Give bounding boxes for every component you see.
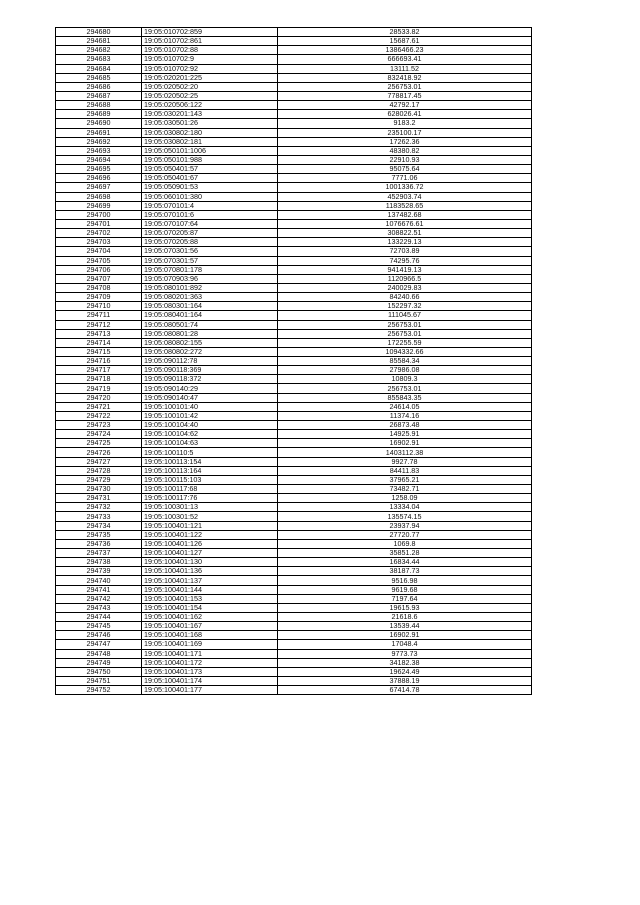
table-row [56,302,532,311]
cadastral-number-cell: 19:05:100401:144 [142,585,278,594]
row-number-cell: 294740 [56,576,142,585]
value-cell: 9773.73 [278,649,532,658]
value-cell: 133229.13 [278,238,532,247]
cadastral-number-cell: 19:05:010702:861 [142,37,278,46]
value-cell: 13111.52 [278,64,532,73]
table-row [56,320,532,329]
value-cell: 308822.51 [278,229,532,238]
value-cell: 13334.04 [278,503,532,512]
cadastral-number-cell: 19:05:050901:53 [142,183,278,192]
cadastral-number-cell: 19:05:070205:87 [142,229,278,238]
table-body [56,28,532,695]
table-row [56,475,532,484]
row-number-cell: 294689 [56,110,142,119]
value-cell: 84240.66 [278,293,532,302]
cadastral-number-cell: 19:05:100301:13 [142,503,278,512]
value-cell: 23937.94 [278,521,532,530]
table-row [56,649,532,658]
value-cell: 1069.8 [278,539,532,548]
table-row [56,347,532,356]
row-number-cell: 294684 [56,64,142,73]
table-row [56,28,532,37]
table-row [56,686,532,695]
value-cell: 42792.17 [278,101,532,110]
cadastral-number-cell: 19:05:050101:1006 [142,146,278,155]
table-row [56,46,532,55]
cadastral-number-cell: 19:05:090140:47 [142,393,278,402]
cadastral-number-cell: 19:05:100101:40 [142,402,278,411]
row-number-cell: 294681 [56,37,142,46]
value-cell: 72703.89 [278,247,532,256]
row-number-cell: 294712 [56,320,142,329]
cadastral-number-cell: 19:05:080301:164 [142,302,278,311]
cadastral-number-cell: 19:05:100101:42 [142,411,278,420]
row-number-cell: 294704 [56,247,142,256]
table-row [56,165,532,174]
row-number-cell: 294711 [56,311,142,320]
row-number-cell: 294752 [56,686,142,695]
cadastral-value-table [55,27,532,695]
table-row [56,91,532,100]
cadastral-number-cell: 19:05:100401:121 [142,521,278,530]
table-row [56,530,532,539]
row-number-cell: 294707 [56,274,142,283]
cadastral-number-cell: 19:05:100401:168 [142,631,278,640]
row-number-cell: 294733 [56,512,142,521]
cadastral-number-cell: 19:05:020201:225 [142,73,278,82]
value-cell: 7197.64 [278,594,532,603]
row-number-cell: 294709 [56,293,142,302]
row-number-cell: 294750 [56,667,142,676]
table-row [56,101,532,110]
cadastral-number-cell: 19:05:080501:74 [142,320,278,329]
table-row [56,137,532,146]
table-row [56,256,532,265]
value-cell: 1094332.66 [278,347,532,356]
row-number-cell: 294695 [56,165,142,174]
value-cell: 19624.49 [278,667,532,676]
cadastral-number-cell: 19:05:010702:9 [142,55,278,64]
value-cell: 15687.61 [278,37,532,46]
value-cell: 256753.01 [278,384,532,393]
cadastral-number-cell: 19:05:010702:859 [142,28,278,37]
row-number-cell: 294748 [56,649,142,658]
cadastral-number-cell: 19:05:070301:56 [142,247,278,256]
table-row [56,457,532,466]
cadastral-number-cell: 19:05:090112:78 [142,357,278,366]
cadastral-number-cell: 19:05:030802:181 [142,137,278,146]
cadastral-number-cell: 19:05:100401:172 [142,658,278,667]
cadastral-number-cell: 19:05:030802:180 [142,128,278,137]
value-cell: 1120966.5 [278,274,532,283]
value-cell: 9927.78 [278,457,532,466]
value-cell: 38187.73 [278,567,532,576]
row-number-cell: 294729 [56,475,142,484]
table-row [56,366,532,375]
value-cell: 1386466.23 [278,46,532,55]
cadastral-number-cell: 19:05:070107:64 [142,219,278,228]
value-cell: 9183.2 [278,119,532,128]
cadastral-number-cell: 19:05:100401:162 [142,613,278,622]
table-row [56,466,532,475]
table-row [56,494,532,503]
table-row [56,676,532,685]
cadastral-number-cell: 19:05:050101:988 [142,155,278,164]
cadastral-number-cell: 19:05:100401:126 [142,539,278,548]
table-row [56,549,532,558]
table-row [56,640,532,649]
value-cell: 137482.68 [278,210,532,219]
row-number-cell: 294692 [56,137,142,146]
row-number-cell: 294719 [56,384,142,393]
cadastral-number-cell: 19:05:020502:20 [142,82,278,91]
table-row [56,411,532,420]
row-number-cell: 294713 [56,329,142,338]
value-cell: 19615.93 [278,603,532,612]
cadastral-number-cell: 19:05:100113:154 [142,457,278,466]
value-cell: 21618.6 [278,613,532,622]
row-number-cell: 294698 [56,192,142,201]
table-row [56,201,532,210]
table-row [56,585,532,594]
cadastral-number-cell: 19:05:010702:92 [142,64,278,73]
cadastral-number-cell: 19:05:100401:127 [142,549,278,558]
table-row [56,503,532,512]
table-row [56,439,532,448]
row-number-cell: 294705 [56,256,142,265]
value-cell: 34182.38 [278,658,532,667]
row-number-cell: 294706 [56,265,142,274]
row-number-cell: 294751 [56,676,142,685]
value-cell: 1183528.65 [278,201,532,210]
cadastral-number-cell: 19:05:100301:52 [142,512,278,521]
row-number-cell: 294688 [56,101,142,110]
table-row [56,219,532,228]
row-number-cell: 294730 [56,485,142,494]
value-cell: 452903.74 [278,192,532,201]
value-cell: 9516.98 [278,576,532,585]
value-cell: 67414.78 [278,686,532,695]
table-row [56,265,532,274]
table-row [56,603,532,612]
table-row [56,82,532,91]
table-row [56,37,532,46]
table-row [56,622,532,631]
table-row [56,485,532,494]
value-cell: 256753.01 [278,82,532,91]
table-row [56,594,532,603]
table-row [56,128,532,137]
table-row [56,375,532,384]
table-row [56,229,532,238]
table-row [56,448,532,457]
value-cell: 256753.01 [278,329,532,338]
cadastral-number-cell: 19:05:070101:6 [142,210,278,219]
value-cell: 85584.34 [278,357,532,366]
cadastral-number-cell: 19:05:100401:137 [142,576,278,585]
table-row [56,174,532,183]
cadastral-number-cell: 19:05:020502:25 [142,91,278,100]
row-number-cell: 294702 [56,229,142,238]
cadastral-number-cell: 19:05:100104:62 [142,430,278,439]
cadastral-number-cell: 19:05:070205:88 [142,238,278,247]
value-cell: 73482.71 [278,485,532,494]
row-number-cell: 294724 [56,430,142,439]
row-number-cell: 294731 [56,494,142,503]
value-cell: 152297.32 [278,302,532,311]
value-cell: 27986.08 [278,366,532,375]
row-number-cell: 294682 [56,46,142,55]
table-row [56,393,532,402]
table-row [56,421,532,430]
row-number-cell: 294738 [56,558,142,567]
row-number-cell: 294696 [56,174,142,183]
value-cell: 135574.15 [278,512,532,521]
cadastral-number-cell: 19:05:100401:122 [142,530,278,539]
cadastral-number-cell: 19:05:080201:363 [142,293,278,302]
table-row [56,357,532,366]
value-cell: 235100.17 [278,128,532,137]
cadastral-number-cell: 19:05:050401:57 [142,165,278,174]
row-number-cell: 294701 [56,219,142,228]
value-cell: 256753.01 [278,320,532,329]
row-number-cell: 294746 [56,631,142,640]
cadastral-number-cell: 19:05:100104:40 [142,421,278,430]
row-number-cell: 294723 [56,421,142,430]
cadastral-number-cell: 19:05:080802:272 [142,347,278,356]
table-row [56,293,532,302]
value-cell: 17048.4 [278,640,532,649]
table-row [56,567,532,576]
table-row [56,64,532,73]
row-number-cell: 294710 [56,302,142,311]
value-cell: 84411.83 [278,466,532,475]
table-row [56,539,532,548]
cadastral-number-cell: 19:05:060101:380 [142,192,278,201]
row-number-cell: 294736 [56,539,142,548]
value-cell: 16834.44 [278,558,532,567]
table-row [56,329,532,338]
cadastral-number-cell: 19:05:100115:103 [142,475,278,484]
row-number-cell: 294716 [56,357,142,366]
table-row [56,667,532,676]
cadastral-number-cell: 19:05:100401:167 [142,622,278,631]
value-cell: 26873.48 [278,421,532,430]
table-row [56,210,532,219]
row-number-cell: 294734 [56,521,142,530]
cadastral-number-cell: 19:05:080802:155 [142,338,278,347]
row-number-cell: 294741 [56,585,142,594]
cadastral-number-cell: 19:05:100401:173 [142,667,278,676]
cadastral-number-cell: 19:05:080101:892 [142,283,278,292]
table-row [56,576,532,585]
cadastral-number-cell: 19:05:070903:96 [142,274,278,283]
row-number-cell: 294687 [56,91,142,100]
value-cell: 1076676.61 [278,219,532,228]
table-row [56,155,532,164]
value-cell: 13539.44 [278,622,532,631]
row-number-cell: 294685 [56,73,142,82]
cadastral-number-cell: 19:05:050401:67 [142,174,278,183]
value-cell: 16902.91 [278,439,532,448]
row-number-cell: 294697 [56,183,142,192]
value-cell: 172255.59 [278,338,532,347]
value-cell: 1258.09 [278,494,532,503]
row-number-cell: 294728 [56,466,142,475]
value-cell: 10809.3 [278,375,532,384]
row-number-cell: 294693 [56,146,142,155]
row-number-cell: 294722 [56,411,142,420]
table-row [56,430,532,439]
value-cell: 855843.35 [278,393,532,402]
row-number-cell: 294744 [56,613,142,622]
table-row [56,283,532,292]
value-cell: 9619.68 [278,585,532,594]
cadastral-number-cell: 19:05:090140:29 [142,384,278,393]
cadastral-number-cell: 19:05:070801:178 [142,265,278,274]
cadastral-number-cell: 19:05:100113:164 [142,466,278,475]
value-cell: 37888.19 [278,676,532,685]
table-row [56,146,532,155]
row-number-cell: 294718 [56,375,142,384]
cadastral-number-cell: 19:05:100110:5 [142,448,278,457]
value-cell: 48380.82 [278,146,532,155]
cadastral-number-cell: 19:05:100401:177 [142,686,278,695]
row-number-cell: 294725 [56,439,142,448]
row-number-cell: 294749 [56,658,142,667]
value-cell: 27720.77 [278,530,532,539]
cadastral-number-cell: 19:05:100401:171 [142,649,278,658]
row-number-cell: 294699 [56,201,142,210]
cadastral-number-cell: 19:05:100401:174 [142,676,278,685]
table-row [56,512,532,521]
value-cell: 11374.16 [278,411,532,420]
table-row [56,338,532,347]
row-number-cell: 294714 [56,338,142,347]
row-number-cell: 294700 [56,210,142,219]
row-number-cell: 294715 [56,347,142,356]
cadastral-number-cell: 19:05:100104:63 [142,439,278,448]
table-row [56,274,532,283]
row-number-cell: 294720 [56,393,142,402]
value-cell: 1403112.38 [278,448,532,457]
table-row [56,192,532,201]
row-number-cell: 294727 [56,457,142,466]
value-cell: 14925.91 [278,430,532,439]
value-cell: 240029.83 [278,283,532,292]
cadastral-number-cell: 19:05:100401:153 [142,594,278,603]
row-number-cell: 294683 [56,55,142,64]
value-cell: 7771.06 [278,174,532,183]
value-cell: 28533.82 [278,28,532,37]
row-number-cell: 294747 [56,640,142,649]
value-cell: 95075.64 [278,165,532,174]
row-number-cell: 294745 [56,622,142,631]
table-row [56,521,532,530]
cadastral-number-cell: 19:05:090118:372 [142,375,278,384]
cadastral-number-cell: 19:05:070101:4 [142,201,278,210]
row-number-cell: 294694 [56,155,142,164]
row-number-cell: 294721 [56,402,142,411]
table-row [56,613,532,622]
value-cell: 666693.41 [278,55,532,64]
table-row [56,658,532,667]
value-cell: 37965.21 [278,475,532,484]
row-number-cell: 294703 [56,238,142,247]
cadastral-number-cell: 19:05:090118:369 [142,366,278,375]
value-cell: 22910.93 [278,155,532,164]
cadastral-number-cell: 19:05:100401:169 [142,640,278,649]
table-row [56,238,532,247]
row-number-cell: 294726 [56,448,142,457]
cadastral-number-cell: 19:05:100117:76 [142,494,278,503]
row-number-cell: 294732 [56,503,142,512]
value-cell: 111045.67 [278,311,532,320]
cadastral-number-cell: 19:05:100117:68 [142,485,278,494]
value-cell: 832418.92 [278,73,532,82]
value-cell: 778817.45 [278,91,532,100]
row-number-cell: 294742 [56,594,142,603]
table-row [56,55,532,64]
cadastral-number-cell: 19:05:100401:136 [142,567,278,576]
row-number-cell: 294686 [56,82,142,91]
cadastral-number-cell: 19:05:030201:143 [142,110,278,119]
cadastral-number-cell: 19:05:080801:28 [142,329,278,338]
table-row [56,119,532,128]
table-row [56,247,532,256]
row-number-cell: 294708 [56,283,142,292]
value-cell: 16902.91 [278,631,532,640]
value-cell: 74295.76 [278,256,532,265]
value-cell: 17262.36 [278,137,532,146]
value-cell: 941419.13 [278,265,532,274]
row-number-cell: 294735 [56,530,142,539]
value-cell: 35851.28 [278,549,532,558]
row-number-cell: 294743 [56,603,142,612]
value-cell: 24614.05 [278,402,532,411]
cadastral-number-cell: 19:05:070301:57 [142,256,278,265]
row-number-cell: 294680 [56,28,142,37]
value-cell: 1001336.72 [278,183,532,192]
table-row [56,110,532,119]
row-number-cell: 294690 [56,119,142,128]
row-number-cell: 294717 [56,366,142,375]
table-row [56,183,532,192]
table-row [56,558,532,567]
row-number-cell: 294737 [56,549,142,558]
cadastral-number-cell: 19:05:080401:164 [142,311,278,320]
cadastral-number-cell: 19:05:100401:154 [142,603,278,612]
row-number-cell: 294691 [56,128,142,137]
cadastral-number-cell: 19:05:020506:122 [142,101,278,110]
value-cell: 628026.41 [278,110,532,119]
cadastral-number-cell: 19:05:010702:88 [142,46,278,55]
table-row [56,384,532,393]
table-row [56,631,532,640]
table-row [56,402,532,411]
row-number-cell: 294739 [56,567,142,576]
cadastral-number-cell: 19:05:100401:130 [142,558,278,567]
cadastral-number-cell: 19:05:030501:26 [142,119,278,128]
table-row [56,311,532,320]
table-row [56,73,532,82]
